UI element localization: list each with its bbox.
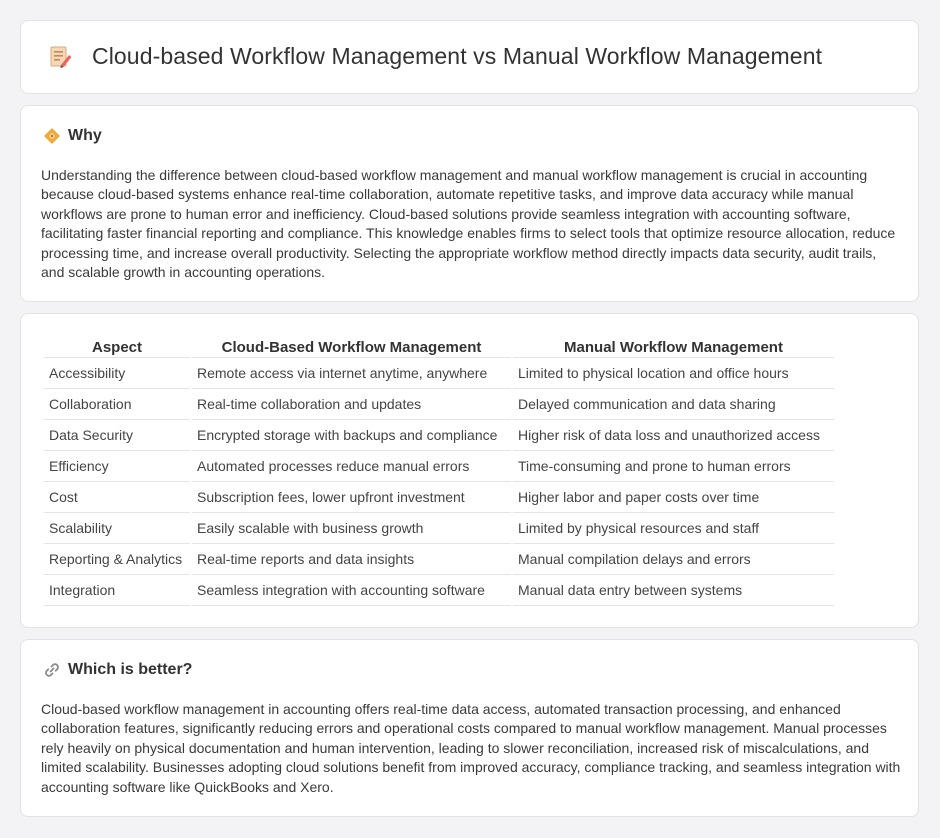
table-row [44,482,834,513]
aspect-cell: Accessibility [44,358,190,389]
better-heading: Which is better? [68,661,193,678]
which-is-better-section [20,639,919,817]
table-header-row [44,335,834,358]
why-heading: Why [68,127,102,144]
better-body: Cloud-based workflow management in accounting offers real-time data access, automated transaction processing, and enhanced collaboration features, significantly reducing errors and operational costs compared to manual workflow management. Manual processes rely heavily on physical documentation and human intervention, leading to slower reconciliation, increased risk of miscalculations, and limited scalability. Businesses adopting cloud solutions benefit from improved accuracy, compliance tracking, and seamless integration with accounting software like QuickBooks and Xero. [41,701,901,795]
comparison-section [20,313,919,628]
cloud-cell: Encrypted storage with backups and compliance [192,420,511,451]
aspect-cell: Scalability [44,513,190,544]
table-row [44,389,834,420]
page-title: Cloud-based Workflow Management vs Manual Workflow Management [92,43,823,69]
cloud-cell: Automated processes reduce manual errors [192,451,511,482]
cloud-cell: Real-time reports and data insights [192,544,511,575]
manual-cell: Time-consuming and prone to human errors [513,451,834,482]
aspect-cell: Efficiency [44,451,190,482]
cloud-cell: Subscription fees, lower upfront investment [192,482,511,513]
aspect-cell: Integration [44,575,190,606]
aspect-cell: Data Security [44,420,190,451]
cloud-cell: Easily scalable with business growth [192,513,511,544]
table-row [44,513,834,544]
manual-cell: Higher risk of data loss and unauthorized access [513,420,834,451]
link-icon [43,661,61,679]
column-header-aspect: Aspect [44,335,190,358]
table-row [44,420,834,451]
manual-cell: Limited by physical resources and staff [513,513,834,544]
comparison-table [42,335,836,606]
title-card [20,20,919,94]
manual-cell: Higher labor and paper costs over time [513,482,834,513]
table-row [44,575,834,606]
manual-cell: Delayed communication and data sharing [513,389,834,420]
aspect-cell: Cost [44,482,190,513]
table-row [44,358,834,389]
why-heading-row [43,127,102,145]
aspect-cell: Collaboration [44,389,190,420]
cloud-cell: Seamless integration with accounting software [192,575,511,606]
diamond-sign-icon [43,127,61,145]
column-header-manual: Manual Workflow Management [513,335,834,358]
better-heading-row [43,661,192,679]
table-row [44,451,834,482]
aspect-cell: Reporting & Analytics [44,544,190,575]
why-body: Understanding the difference between cloud-based workflow management and manual workflow management is crucial in accounting because cloud-based systems enhance real-time collaboration, automate repetitive tasks, and improve data accuracy while manual workflows are prone to human error and inefficiency. Cloud-based solutions provide seamless integration with accounting software, facilitating faster financial reporting and compliance. This knowledge enables firms to select tools that optimize resource allocation, reduce processing time, and increase overall productivity. Selecting the appropriate workflow method directly impacts data security, audit trails, and scalable growth in accounting operations. [41,167,896,281]
document-pencil-icon [47,44,73,70]
why-section [20,105,919,302]
cloud-cell: Real-time collaboration and updates [192,389,511,420]
title-row [47,43,822,70]
table-row [44,544,834,575]
cloud-cell: Remote access via internet anytime, anywhere [192,358,511,389]
column-header-cloud: Cloud-Based Workflow Management [192,335,511,358]
manual-cell: Manual compilation delays and errors [513,544,834,575]
manual-cell: Manual data entry between systems [513,575,834,606]
manual-cell: Limited to physical location and office hours [513,358,834,389]
